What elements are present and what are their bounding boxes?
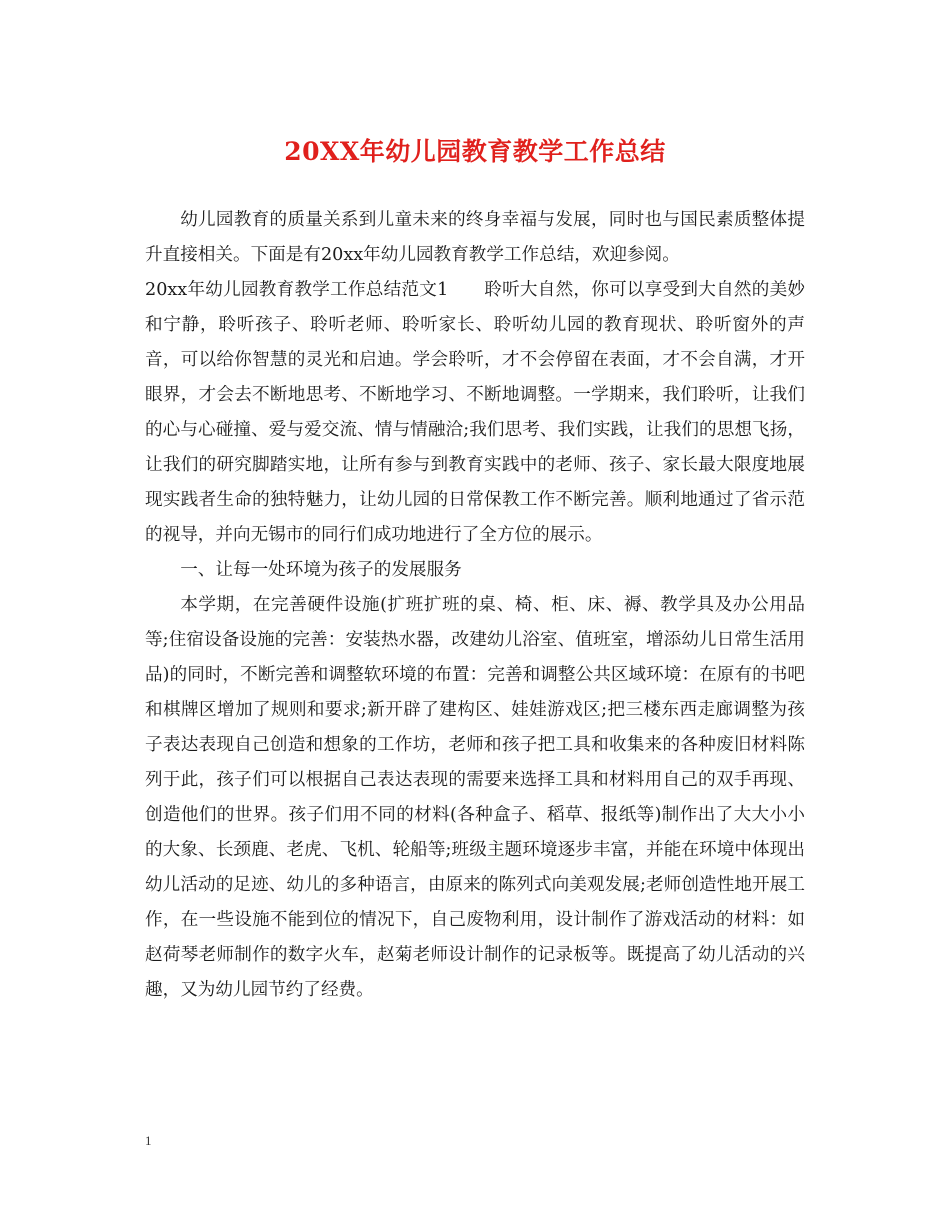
section-paragraph: 本学期，在完善硬件设施(扩班扩班的桌、椅、柜、床、褥、教学具及办公用品等;住宿设备设施的完善：安装热水器，改建幼儿浴室、值班室，增添幼儿日常生活用品)的同时，不断完善和调整软环境的布置：完善和调整公共区域环境：在原有的书吧和棋牌区增加了规则和要求;新开辟了建构区、娃娃游戏区;把三楼东西走廊调整为孩子表达表现自己创造和想象的工作坊，老师和孩子把工具和收集来的各种废旧材料陈列于此，孩子们可以根据自己表达表现的需要来选择工具和材料用自己的双手再现、创造他们的世界。孩子们用不同的材料(各种盒子、稻草、报纸等)制作出了大大小小的大象、长颈鹿、老虎、飞机、轮船等;班级主题环境逐步丰富，并能在环境中体现出幼儿活动的足迹、幼儿的多种语言，由原来的陈列式向美观发展;老师创造性地开展工作，在一些设施不能到位的情况下，自己废物利用，设计制作了游戏活动的材料：如赵荷琴老师制作的数字火车，赵菊老师设计制作的记录板等。既提高了幼儿活动的兴趣，又为幼儿园节约了经费。 [145,595,805,1000]
page-number: 1 [145,1133,152,1148]
section-heading: 一、让每一处环境为孩子的发展服务 [180,560,462,580]
document-body [145,203,805,1008]
document-title: 20XX年幼儿园教育教学工作总结 [284,137,666,166]
intro-paragraph: 幼儿园教育的质量关系到儿童未来的终身幸福与发展，同时也与国民素质整体提升直接相关。下面是有20xx年幼儿园教育教学工作总结，欢迎参阅。 [145,210,805,265]
sample-paragraph: 20xx年幼儿园教育教学工作总结范文1 聆听大自然，你可以享受到大自然的美妙和宁静，聆听孩子、聆听老师、聆听家长、聆听幼儿园的教育现状、聆听窗外的声音，可以给你智慧的灵光和启迪。学会聆听，才不会停留在表面，才不会自满，才开眼界，才会去不断地思考、不断地学习、不断地调整。一学期来，我们聆听，让我们的心与心碰撞、爱与爱交流、情与情融洽;我们思考、我们实践，让我们的思想飞扬，让我们的研究脚踏实地，让所有参与到教育实践中的老师、孩子、家长最大限度地展现实践者生命的独特魅力，让幼儿园的日常保教工作不断完善。顺利地通过了省示范的视导，并向无锡市的同行们成功地进行了全方位的展示。 [145,280,805,545]
